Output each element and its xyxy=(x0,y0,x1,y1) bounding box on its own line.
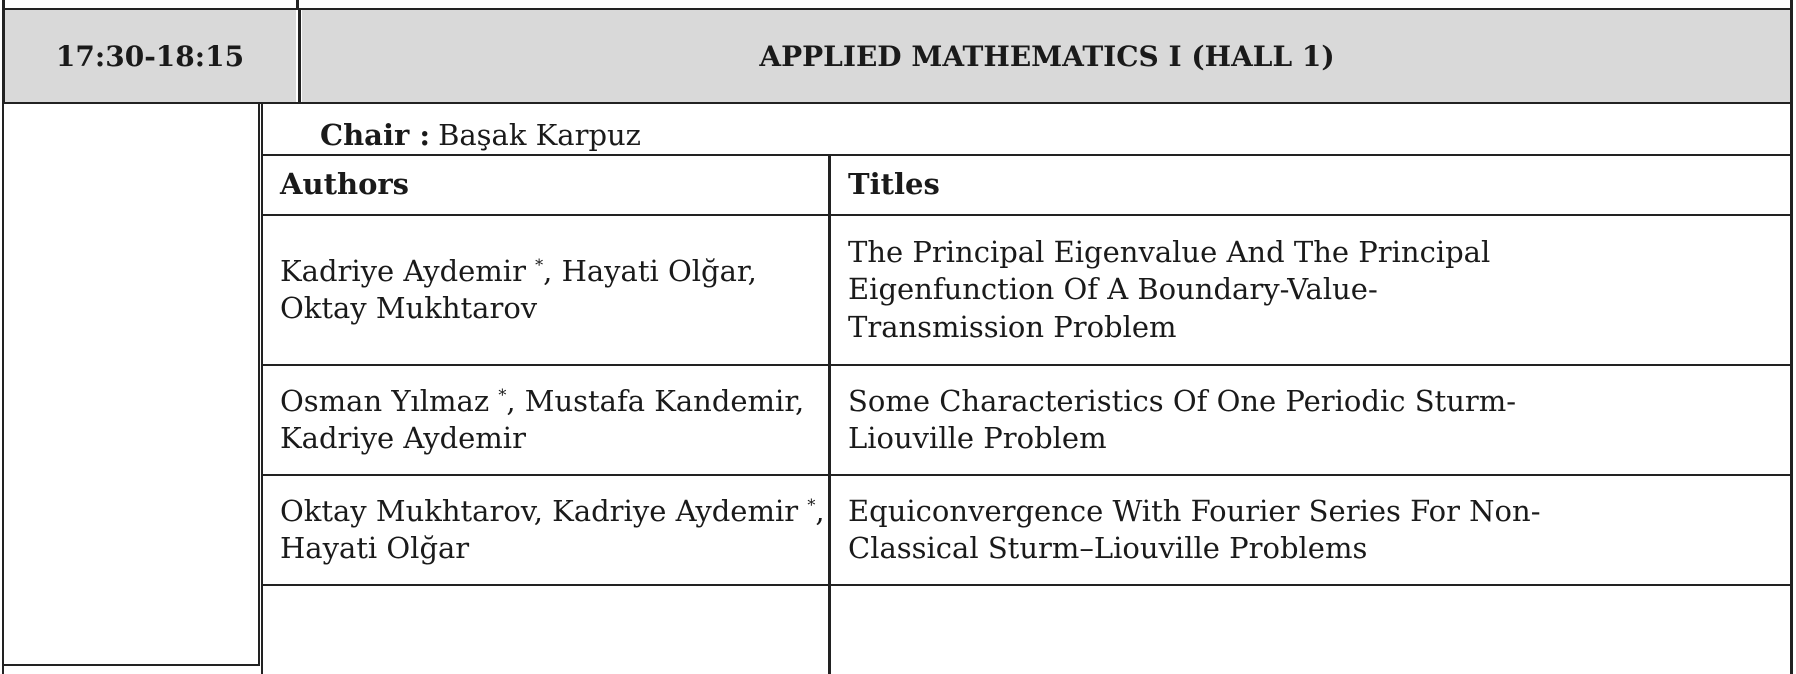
authors-text: Kadriye Aydemir xyxy=(280,421,526,455)
authors-text: Oktay Mukhtarov xyxy=(280,291,538,325)
author-presenter: Oktay Mukhtarov, Kadriye Aydemir xyxy=(280,493,799,528)
authors-column-header: Authors xyxy=(280,167,410,202)
chair-label: Chair : xyxy=(320,118,431,153)
grid-line xyxy=(1790,102,1793,674)
grid-line xyxy=(261,364,1793,366)
grid-line xyxy=(2,664,260,666)
grid-line xyxy=(298,8,301,104)
grid-line xyxy=(261,584,1793,586)
presenter-marker: * xyxy=(807,495,816,515)
authors-text: , Hayati Olğar, xyxy=(543,253,757,288)
title-line: Classical Sturm–Liouville Problems xyxy=(848,531,1368,565)
title-line: Some Characteristics Of One Periodic Sturm- xyxy=(848,383,1517,418)
grid-line xyxy=(2,102,4,674)
title-line: Eigenfunction Of A Boundary-Value- xyxy=(848,272,1378,307)
title-cell xyxy=(830,476,1792,584)
author-presenter: Osman Yılmaz xyxy=(280,383,490,418)
title-cell xyxy=(830,216,1792,364)
chair-name: Başak Karpuz xyxy=(438,118,641,153)
title-line: Transmission Problem xyxy=(848,309,1177,344)
presenter-marker: * xyxy=(498,385,507,405)
title-line: Liouville Problem xyxy=(848,421,1107,455)
grid-line xyxy=(1790,0,1793,104)
presenter-marker: * xyxy=(535,255,544,275)
title-cell xyxy=(830,366,1792,474)
authors-cell xyxy=(262,366,828,474)
grid-line xyxy=(2,8,1793,10)
titles-column-header: Titles xyxy=(848,167,940,202)
session-time: 17:30-18:15 xyxy=(4,10,296,102)
grid-line xyxy=(261,474,1793,476)
authors-cell xyxy=(262,476,828,584)
authors-text: , xyxy=(815,493,825,528)
grid-line xyxy=(261,102,263,674)
authors-text: Hayati Olğar xyxy=(280,531,470,565)
grid-line xyxy=(2,0,5,104)
grid-line xyxy=(2,102,1793,104)
session-title: APPLIED MATHEMATICS I (HALL 1) xyxy=(302,10,1792,102)
grid-line xyxy=(258,102,260,664)
title-line: Equiconvergence With Fourier Series For Non- xyxy=(848,493,1541,528)
grid-line xyxy=(261,154,1793,156)
authors-text: , Mustafa Kandemir, xyxy=(506,383,805,418)
grid-line xyxy=(828,156,831,674)
author-presenter: Kadriye Aydemir xyxy=(280,253,526,288)
grid-line xyxy=(261,214,1793,216)
title-line: The Principal Eigenvalue And The Principal xyxy=(848,235,1491,270)
authors-cell xyxy=(262,216,828,364)
